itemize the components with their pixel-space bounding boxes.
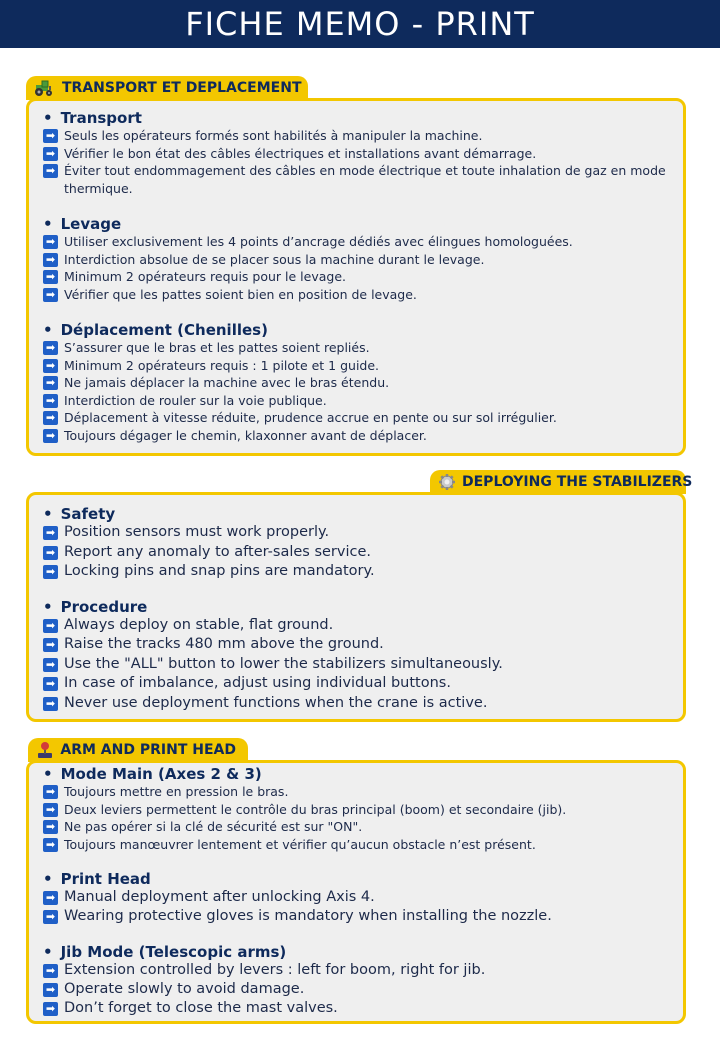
group-deplacement bbox=[43, 321, 671, 444]
arrow-icon: ➡ bbox=[43, 638, 58, 652]
arrow-icon: ➡ bbox=[43, 376, 58, 390]
list-item: ➡ In case of imbalance, adjust using individual buttons. bbox=[43, 674, 671, 694]
list-item: ➡ Report any anomaly to after-sales service. bbox=[43, 543, 671, 563]
list-item: ➡ Seuls les opérateurs formés sont habilités à manipuler la machine. bbox=[43, 127, 671, 145]
group-print-head bbox=[43, 870, 671, 927]
arrow-icon: ➡ bbox=[43, 785, 58, 799]
arrow-icon: ➡ bbox=[43, 394, 58, 408]
list-item: ➡ Ne jamais déplacer la machine avec le bras étendu. bbox=[43, 374, 671, 392]
group-procedure bbox=[43, 598, 671, 714]
group-title: • Déplacement (Chenilles) bbox=[43, 321, 268, 339]
list-item: ➡ Éviter tout endommagement des câbles en mode électrique et toute inhalation de gaz en mode thermique. bbox=[43, 162, 671, 197]
group-title: • Print Head bbox=[43, 870, 151, 888]
arrow-icon: ➡ bbox=[43, 838, 58, 852]
group-title: • Transport bbox=[43, 109, 142, 127]
list-item: ➡ Vérifier le bon état des câbles électriques et installations avant démarrage. bbox=[43, 145, 671, 163]
section-stabilizers bbox=[26, 492, 686, 722]
list-item: ➡ Locking pins and snap pins are mandatory. bbox=[43, 562, 671, 582]
list-item: ➡ Toujours dégager le chemin, klaxonner avant de déplacer. bbox=[43, 427, 671, 445]
list-item: ➡ Minimum 2 opérateurs requis pour le levage. bbox=[43, 268, 671, 286]
section-tab-label: DEPLOYING THE STABILIZERS bbox=[462, 474, 693, 490]
arrow-icon: ➡ bbox=[43, 270, 58, 284]
arrow-icon: ➡ bbox=[43, 910, 58, 924]
group-levage bbox=[43, 215, 671, 303]
arrow-icon: ➡ bbox=[43, 820, 58, 834]
arrow-icon: ➡ bbox=[43, 288, 58, 302]
arrow-icon: ➡ bbox=[43, 565, 58, 579]
list-item: ➡ Interdiction de rouler sur la voie publique. bbox=[43, 392, 671, 410]
group-transport bbox=[43, 109, 671, 197]
group-title: • Procedure bbox=[43, 597, 148, 616]
section-transport bbox=[26, 98, 686, 456]
arrow-icon: ➡ bbox=[43, 891, 58, 905]
list-item: ➡ Déplacement à vitesse réduite, prudence accrue en pente ou sur sol irrégulier. bbox=[43, 409, 671, 427]
list-item: ➡ Ne pas opérer si la clé de sécurité est sur "ON". bbox=[43, 818, 671, 836]
list-item: ➡ Manual deployment after unlocking Axis 4. bbox=[43, 888, 671, 907]
list-item: ➡ Minimum 2 opérateurs requis : 1 pilote et 1 guide. bbox=[43, 357, 671, 375]
list-item: ➡ Raise the tracks 480 mm above the ground. bbox=[43, 635, 671, 655]
group-title: • Jib Mode (Telescopic arms) bbox=[43, 942, 287, 961]
arrow-icon: ➡ bbox=[43, 359, 58, 373]
group-title: • Mode Main (Axes 2 & 3) bbox=[43, 765, 262, 783]
list-item: ➡ Wearing protective gloves is mandatory when installing the nozzle. bbox=[43, 907, 671, 926]
group-safety bbox=[43, 505, 671, 582]
list-item: ➡ Always deploy on stable, flat ground. bbox=[43, 616, 671, 636]
list-item: ➡ Deux leviers permettent le contrôle du bras principal (boom) et secondaire (jib). bbox=[43, 801, 671, 819]
list-item: ➡ Utiliser exclusivement les 4 points d’ancrage dédiés avec élingues homologuées. bbox=[43, 233, 671, 251]
arrow-icon: ➡ bbox=[43, 526, 58, 540]
group-title: • Safety bbox=[43, 505, 116, 523]
list-item: ➡ Toujours manœuvrer lentement et vérifier qu’aucun obstacle n’est présent. bbox=[43, 836, 671, 854]
arrow-icon: ➡ bbox=[43, 964, 58, 978]
list-item: ➡ Toujours mettre en pression le bras. bbox=[43, 783, 671, 801]
arrow-icon: ➡ bbox=[43, 1002, 58, 1016]
joystick-icon bbox=[36, 741, 54, 759]
arrow-icon: ➡ bbox=[43, 147, 58, 161]
list-item: ➡ Vérifier que les pattes soient bien en position de levage. bbox=[43, 286, 671, 304]
tractor-icon bbox=[34, 79, 56, 97]
arrow-icon: ➡ bbox=[43, 164, 58, 178]
list-item: ➡ S’assurer que le bras et les pattes soient repliés. bbox=[43, 339, 671, 357]
list-item: ➡ Interdiction absolue de se placer sous la machine durant le levage. bbox=[43, 251, 671, 269]
arrow-icon: ➡ bbox=[43, 619, 58, 633]
list-item: ➡ Extension controlled by levers : left for boom, right for jib. bbox=[43, 961, 671, 980]
group-title: • Levage bbox=[43, 215, 122, 233]
arrow-icon: ➡ bbox=[43, 411, 58, 425]
section-tab-transport bbox=[26, 76, 308, 100]
arrow-icon: ➡ bbox=[43, 253, 58, 267]
arrow-icon: ➡ bbox=[43, 546, 58, 560]
list-item: ➡ Use the "ALL" button to lower the stabilizers simultaneously. bbox=[43, 655, 671, 675]
group-jib-mode bbox=[43, 943, 671, 1019]
arrow-icon: ➡ bbox=[43, 235, 58, 249]
arrow-icon: ➡ bbox=[43, 341, 58, 355]
arrow-icon: ➡ bbox=[43, 983, 58, 997]
list-item: ➡ Operate slowly to avoid damage. bbox=[43, 980, 671, 999]
gear-icon bbox=[438, 473, 456, 491]
arrow-icon: ➡ bbox=[43, 803, 58, 817]
section-tab-label: TRANSPORT ET DEPLACEMENT bbox=[62, 80, 302, 96]
section-tab-label: ARM AND PRINT HEAD bbox=[60, 742, 236, 758]
list-item: ➡ Don’t forget to close the mast valves. bbox=[43, 999, 671, 1018]
page-title: FICHE MEMO - PRINT bbox=[0, 0, 720, 48]
arrow-icon: ➡ bbox=[43, 697, 58, 711]
arrow-icon: ➡ bbox=[43, 658, 58, 672]
list-item: ➡ Never use deployment functions when the crane is active. bbox=[43, 694, 671, 714]
arrow-icon: ➡ bbox=[43, 677, 58, 691]
arrow-icon: ➡ bbox=[43, 129, 58, 143]
list-item: ➡ Position sensors must work properly. bbox=[43, 523, 671, 543]
arrow-icon: ➡ bbox=[43, 429, 58, 443]
section-tab-arm bbox=[28, 738, 248, 762]
group-mode-main bbox=[43, 765, 671, 853]
section-tab-stabilizers bbox=[430, 470, 693, 494]
section-arm bbox=[26, 760, 686, 1024]
